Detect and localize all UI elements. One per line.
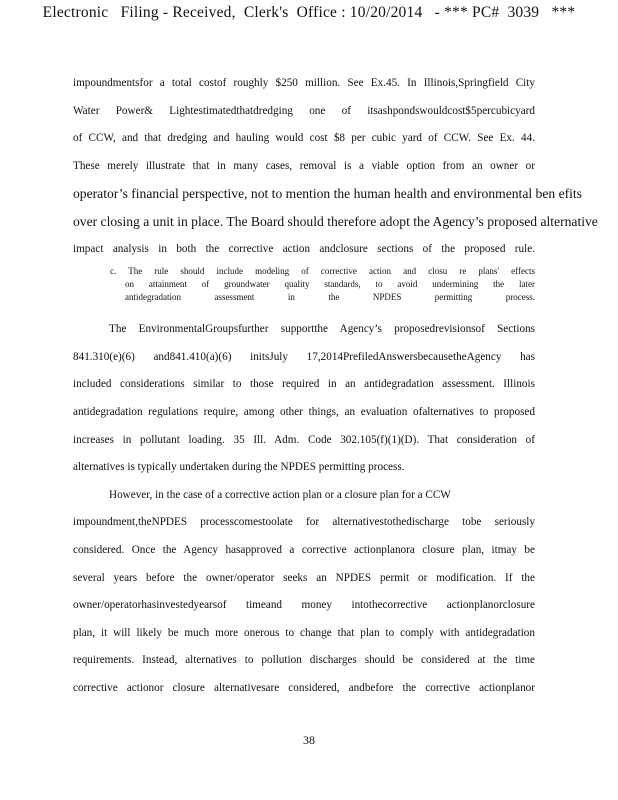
text-line: These merely illustrate that in many cases, removal is a viable option from an owner or xyxy=(73,159,535,172)
text-line: of CCW, and that dredging and hauling would cost $8 per cubic yard of CCW. See Ex. 44. xyxy=(73,132,535,145)
text-line: The EnvironmentalGroupsfurther supportthe Agency’s proposedrevisionsof Sections xyxy=(109,323,535,336)
document-body xyxy=(73,70,598,702)
subheading-line: on attainment of groundwater quality standards, to avoid undermining the later xyxy=(125,279,535,290)
text-line: impoundmentsfor a total costof roughly $250 million. See Ex.45. In Illinois,Springfield City xyxy=(73,77,535,89)
paragraph-support xyxy=(73,316,535,482)
text-line: plan, it will likely be much more onerous to change that plan to comply with antidegradation xyxy=(73,626,535,639)
text-line: alternatives is typically undertaken during the NPDES permitting process. xyxy=(73,461,405,474)
subheading-c xyxy=(73,265,535,304)
text-line: impact analysis in both the corrective action andclosure sections of the proposed rule. xyxy=(73,242,535,255)
text-line: requirements. Instead, alternatives to pollution discharges should be considered at the time xyxy=(73,654,535,667)
text-line: antidegradation regulations require, among other things, an evaluation ofalternatives to proposed xyxy=(73,405,535,418)
text-line: Water Power& Lightestimatedthatdredging one of itsashpondswouldcost$5percubicyard xyxy=(73,104,535,117)
subheading-line: antidegradation assessment in the NPDES permitting process. xyxy=(125,292,535,303)
text-line: over closing a unit in place. The Board should therefore adopt the Agency’s proposed alternative xyxy=(73,213,598,229)
text-line: increases in pollutant loading. 35 Ill. Adm. Code 302.105(f)(1)(D). That consideration of xyxy=(73,433,535,446)
page-number: 38 xyxy=(303,733,315,747)
text-line: impoundment,theNPDES processcomestoolate for alternativestothedischarge tobe seriously xyxy=(73,516,535,529)
subheading-line: c. The rule should include modeling of corrective action and closu re plans' effects xyxy=(110,266,535,277)
electronic-filing-header: Electronic Filing - Received, Clerk's Office : 10/20/2014 - *** PC# 3039 *** xyxy=(42,4,576,21)
text-line: included considerations similar to those required in an antidegradation assessment. Illinois xyxy=(73,378,535,391)
text-line: considered. Once the Agency hasapproved a corrective actionplanora closure plan, itmay be xyxy=(73,543,535,556)
text-line: 841.310(e)(6) and841.410(a)(6) initsJuly 17,2014PrefiledAnswersbecausetheAgency has xyxy=(73,350,535,363)
text-line: corrective actionor closure alternativesare considered, andbefore the corrective actionplanor xyxy=(73,681,535,694)
paragraph-however xyxy=(73,482,535,703)
text-line: operator’s financial perspective, not to mention the human health and environmental ben efits xyxy=(73,186,582,202)
text-line: several years before the owner/operator seeks an NPDES permit or modification. If the xyxy=(73,571,535,584)
text-line: However, in the case of a corrective action plan or a closure plan for a CCW xyxy=(109,488,451,501)
text-line: owner/operatorhasinvestedyearsof timeand money intothecorrective actionplanorclosure xyxy=(73,599,535,612)
paragraph-continuation xyxy=(73,70,598,263)
